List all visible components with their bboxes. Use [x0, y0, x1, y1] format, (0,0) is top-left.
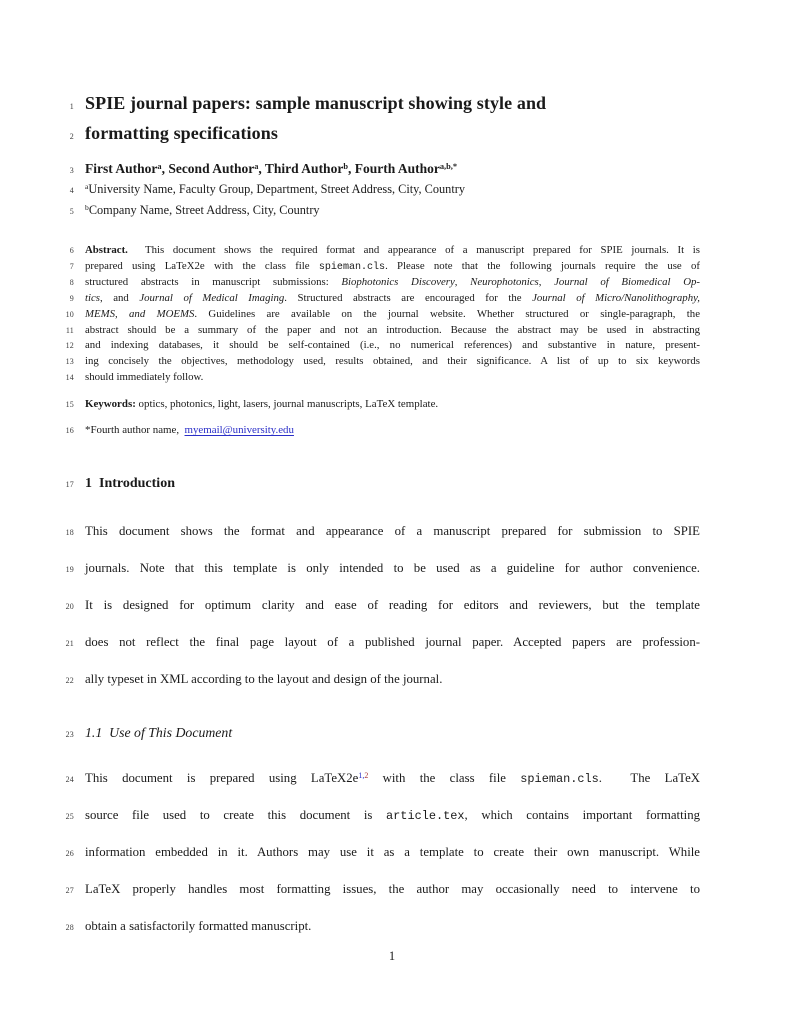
line-number: 6: [69, 246, 74, 255]
text-segment: source file used to create this document is: [85, 808, 387, 822]
line-number: 17: [65, 480, 74, 489]
text-row: [60, 159, 700, 180]
text-segment: , which contains important formatting: [464, 808, 700, 822]
text-line: [85, 550, 700, 587]
text-segment: This document is prepared using LaTeX2e: [85, 771, 359, 785]
text-line: [85, 201, 700, 222]
author-list: [60, 159, 700, 180]
text-segment: University Name, Faculty Group, Department, Street Address, City, Country: [88, 182, 465, 196]
line-number: 26: [65, 849, 74, 858]
text-line: [85, 180, 700, 201]
text-line: [85, 243, 700, 259]
text-line: [85, 834, 700, 871]
text-line: [85, 871, 700, 908]
text-segment: . The LaTeX: [598, 771, 700, 785]
line-number: 10: [65, 309, 74, 319]
text-segment: ,: [538, 276, 555, 289]
line-number: 14: [65, 372, 74, 382]
text-row: [60, 587, 700, 624]
text-row: [60, 396, 700, 413]
text-segment: abstract should be a summary of the paper and not an introduction. Because the abstract may be used in abstracting: [85, 323, 700, 336]
text-line: [85, 396, 700, 412]
text-segment: Neurophotonics: [470, 276, 539, 289]
text-line: [85, 370, 700, 386]
text-segment: a,b,*: [439, 161, 458, 171]
text-segment: with the class file: [368, 771, 521, 785]
text-line: [85, 291, 700, 307]
text-row: [60, 908, 700, 945]
line-number: 9: [69, 294, 74, 304]
text-line: [85, 90, 700, 116]
text-segment: formatting specifications: [85, 123, 278, 143]
text-line: [85, 120, 700, 146]
section-heading-introduction: [60, 475, 700, 494]
text-segment: SPIE journal papers: sample manuscript showing style and: [85, 93, 547, 113]
use-of-document-paragraph: [60, 760, 700, 945]
citation-link-1[interactable]: 1,: [358, 771, 365, 781]
text-row: [60, 797, 700, 834]
text-line: [85, 259, 700, 276]
citation-link-2[interactable]: 2: [364, 771, 369, 781]
text-segment: *Fourth author name,: [85, 424, 185, 436]
text-line: [85, 724, 700, 742]
paper-title: [60, 90, 700, 150]
text-segment: ally typeset in XML according to the layout and design of the journal.: [85, 672, 443, 686]
text-row: [60, 307, 700, 323]
text-line: [85, 275, 700, 291]
text-segment: . Guidelines are available on the journal website. Whether structured or single-paragraph, the: [194, 307, 700, 320]
introduction-paragraph: [60, 513, 700, 698]
line-number: 27: [65, 886, 74, 895]
text-segment: a: [85, 182, 89, 192]
line-number: 22: [65, 676, 74, 685]
text-line: [85, 338, 700, 354]
text-row: [60, 370, 700, 386]
text-segment: , Fourth Author: [347, 161, 440, 176]
line-number: 20: [65, 602, 74, 611]
text-row: [60, 422, 700, 439]
text-row: [60, 338, 700, 354]
text-segment: This document shows the required format and appearance of a manuscript prepared for SPIE journals. It is: [127, 244, 700, 256]
text-row: [60, 243, 700, 259]
text-row: [60, 724, 700, 744]
page-number: 1: [388, 949, 396, 963]
subsection-heading-use-of-this-document: [60, 724, 700, 744]
keywords-line: [60, 396, 700, 413]
text-row: [60, 834, 700, 871]
text-row: [60, 550, 700, 587]
text-segment: optics, photonics, light, lasers, journal manuscripts, LaTeX template.: [135, 398, 439, 410]
text-segment: , Third Author: [258, 161, 344, 176]
text-segment: does not reflect the final page layout of a published journal paper. Accepted papers are profession-: [85, 635, 700, 649]
text-row: [60, 624, 700, 661]
text-line: [85, 475, 700, 493]
text-row: [60, 661, 700, 698]
line-number: 8: [69, 278, 74, 288]
text-line: [85, 760, 700, 798]
line-number: 19: [65, 565, 74, 574]
text-segment: , Second Author: [161, 161, 255, 176]
text-segment: a: [254, 161, 259, 171]
text-segment: . Please note that the following journals require the use of: [385, 259, 700, 272]
text-row: [60, 475, 700, 494]
affiliations: [60, 180, 700, 221]
text-line: [85, 307, 700, 323]
text-segment: and indexing databases, it should be self-contained (i.e., no numerical references) and substantive in nature, present-: [85, 339, 700, 352]
line-number: 18: [65, 528, 74, 537]
text-segment: It is designed for optimum clarity and ease of reading for editors and reviewers, but the template: [85, 598, 700, 612]
text-segment: MEMS, and MOEMS: [85, 307, 195, 320]
text-segment: Abstract.: [85, 244, 128, 256]
text-segment: information embedded in it. Authors may use it as a template to create their own manuscript. While: [85, 845, 700, 859]
text-segment: ing concisely the objectives, methodology used, results obtained, and their significance. A list of up to six keywords: [85, 354, 700, 367]
text-segment: ,: [454, 276, 471, 289]
text-segment: a: [157, 161, 162, 171]
line-number: 1: [69, 102, 74, 111]
text-segment: journals. Note that this template is only intended to be used as a guideline for author convenience.: [85, 561, 700, 575]
text-segment: Biophotonics Discovery: [341, 276, 455, 289]
text-segment: This document shows the format and appearance of a manuscript prepared for submission to SPIE: [85, 524, 700, 538]
text-row: [60, 120, 700, 150]
line-number: 13: [65, 356, 74, 366]
text-row: [60, 871, 700, 908]
text-segment: Journal of Medical Imaging: [139, 292, 285, 305]
line-number: 21: [65, 639, 74, 648]
text-row: [60, 275, 700, 291]
text-segment: LaTeX properly handles most formatting issues, the author may occasionally need to intervene to: [85, 882, 700, 896]
text-segment: spieman.cls: [520, 772, 599, 786]
line-number: 16: [65, 426, 74, 435]
text-row: [60, 180, 700, 201]
text-line: [85, 624, 700, 661]
text-segment: Journal of Biomedical Op-: [554, 276, 700, 289]
text-segment: Journal of Micro/Nanolithography,: [532, 292, 700, 305]
line-number: 12: [65, 341, 74, 351]
text-line: [85, 513, 700, 550]
text-row: [60, 323, 700, 339]
email-link[interactable]: myemail@university.edu: [184, 424, 294, 436]
text-segment: article.tex: [386, 809, 465, 823]
text-segment: obtain a satisfactorily formatted manuscript.: [85, 919, 312, 933]
text-segment: should immediately follow.: [85, 370, 204, 383]
text-segment: First Author: [85, 161, 158, 176]
text-segment: structured abstracts in manuscript submissions:: [85, 276, 342, 289]
text-segment: b: [85, 202, 89, 212]
text-segment: . Structured abstracts are encouraged for the: [284, 292, 533, 305]
text-segment: spieman.cls: [318, 261, 386, 273]
text-row: [60, 291, 700, 307]
text-line: [85, 422, 700, 438]
text-row: [60, 90, 700, 120]
text-segment: b: [343, 161, 348, 171]
line-number: 7: [69, 261, 74, 271]
text-line: [85, 661, 700, 698]
text-row: [60, 760, 700, 797]
line-number: 3: [69, 166, 74, 175]
line-number: 24: [65, 775, 74, 784]
line-number: 5: [69, 206, 74, 216]
text-segment: , and: [100, 292, 140, 305]
line-number: 23: [65, 730, 74, 739]
line-number: 25: [65, 812, 74, 821]
text-row: [60, 513, 700, 550]
line-number: 4: [69, 186, 74, 195]
text-line: [85, 354, 700, 370]
text-line: [85, 797, 700, 835]
line-number: 11: [65, 325, 74, 335]
text-row: [60, 201, 700, 222]
text-line: [85, 908, 700, 945]
line-number: 28: [65, 923, 74, 932]
line-number: 2: [69, 132, 74, 141]
text-segment: 1 Introduction: [85, 476, 175, 491]
text-line: [85, 159, 700, 180]
text-line: [85, 587, 700, 624]
text-row: [60, 354, 700, 370]
text-segment: Keywords:: [85, 398, 136, 410]
line-number: 15: [65, 400, 74, 409]
text-segment: 1.1 Use of This Document: [85, 725, 233, 740]
text-row: [60, 259, 700, 276]
author-contact-line: [60, 422, 700, 439]
text-segment: prepared using LaTeX2e with the class file: [85, 259, 319, 272]
text-line: [85, 323, 700, 339]
text-segment: Company Name, Street Address, City, Country: [88, 202, 320, 217]
abstract: [60, 243, 700, 385]
text-segment: tics: [85, 292, 100, 305]
